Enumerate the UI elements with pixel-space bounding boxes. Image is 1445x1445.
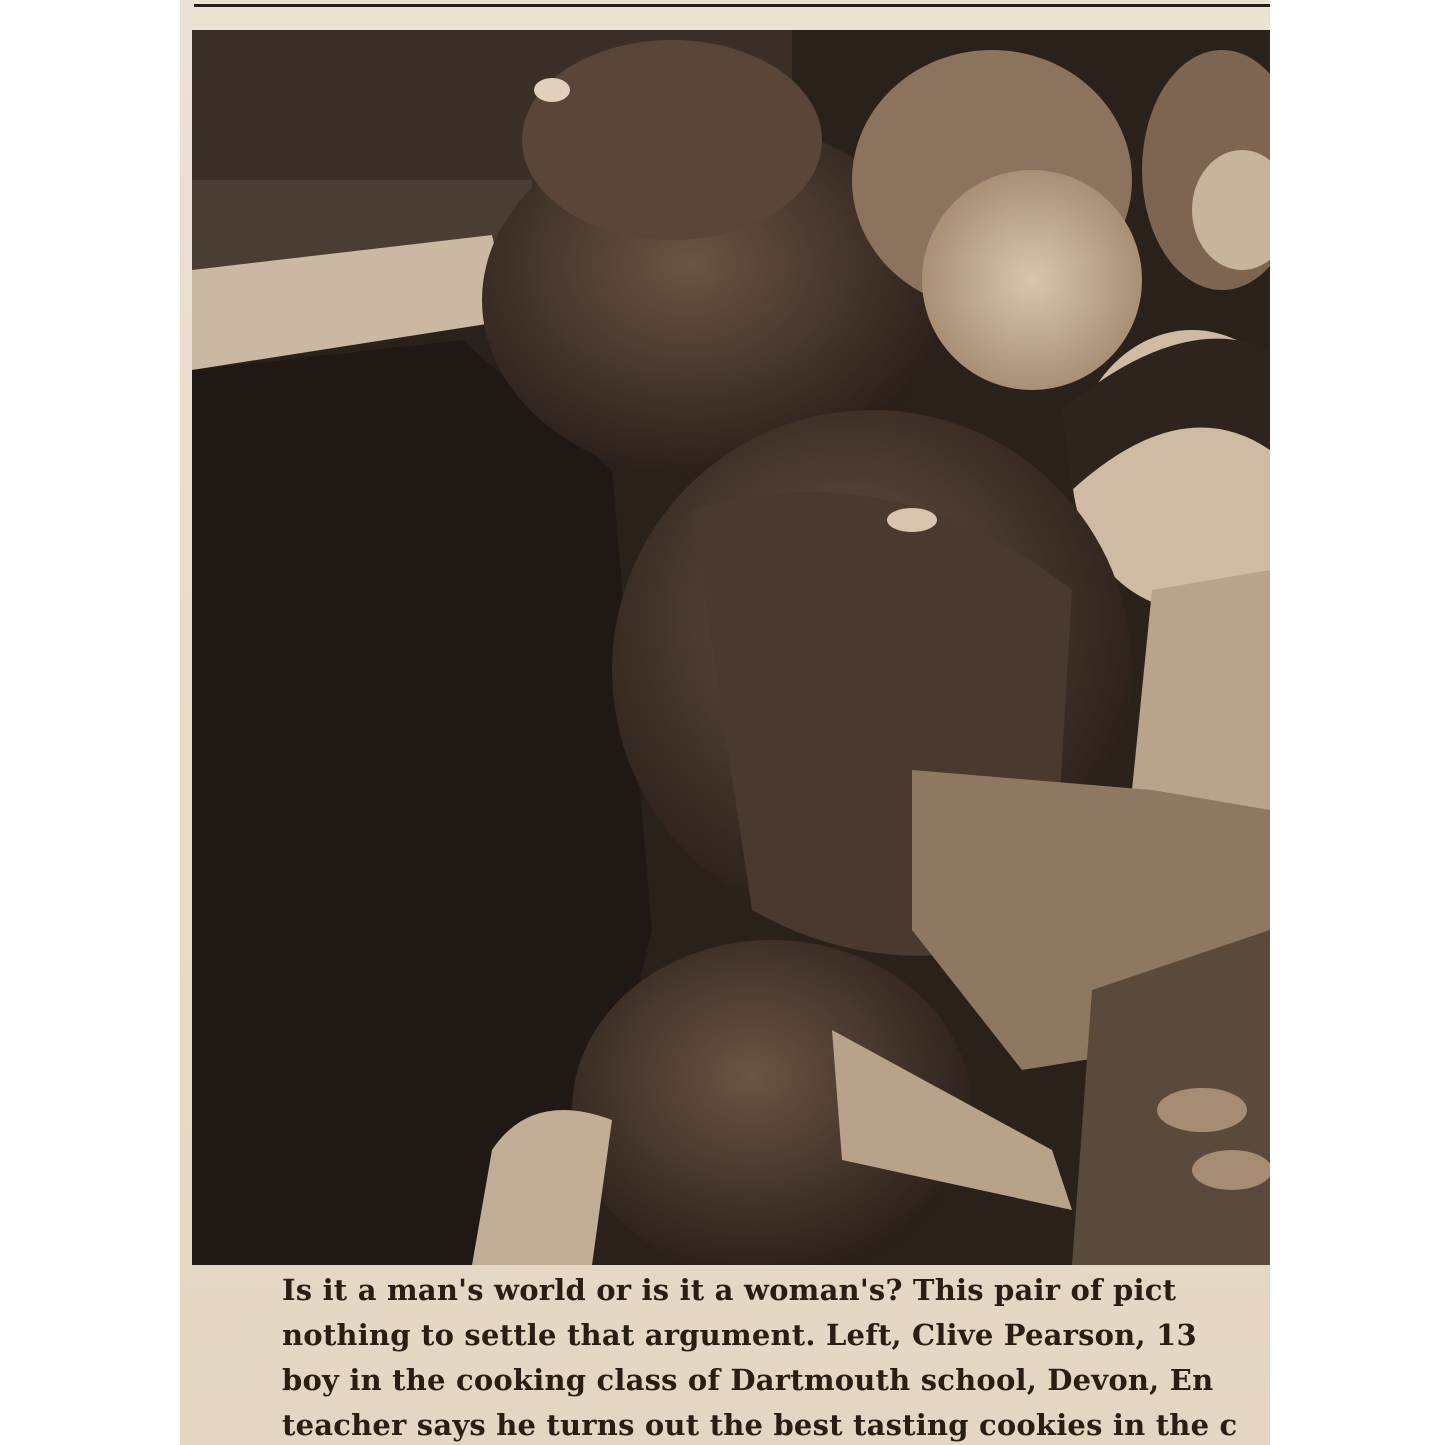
caption-line: nothing to settle that argument. Left, Clive Pearson, 13: [282, 1318, 1197, 1352]
caption-line: teacher says he turns out the best tasting cookies in the c: [282, 1408, 1238, 1442]
newspaper-clipping: [180, 0, 1270, 1445]
caption-line: boy in the cooking class of Dartmouth school, Devon, En: [282, 1363, 1214, 1397]
halftone-photograph: [192, 30, 1270, 1265]
column-rule: [194, 4, 1270, 7]
photo-caption: [282, 1268, 1270, 1445]
photo-illustration: [192, 30, 1270, 1265]
caption-line: Is it a man's world or is it a woman's? This pair of pict: [282, 1273, 1177, 1307]
